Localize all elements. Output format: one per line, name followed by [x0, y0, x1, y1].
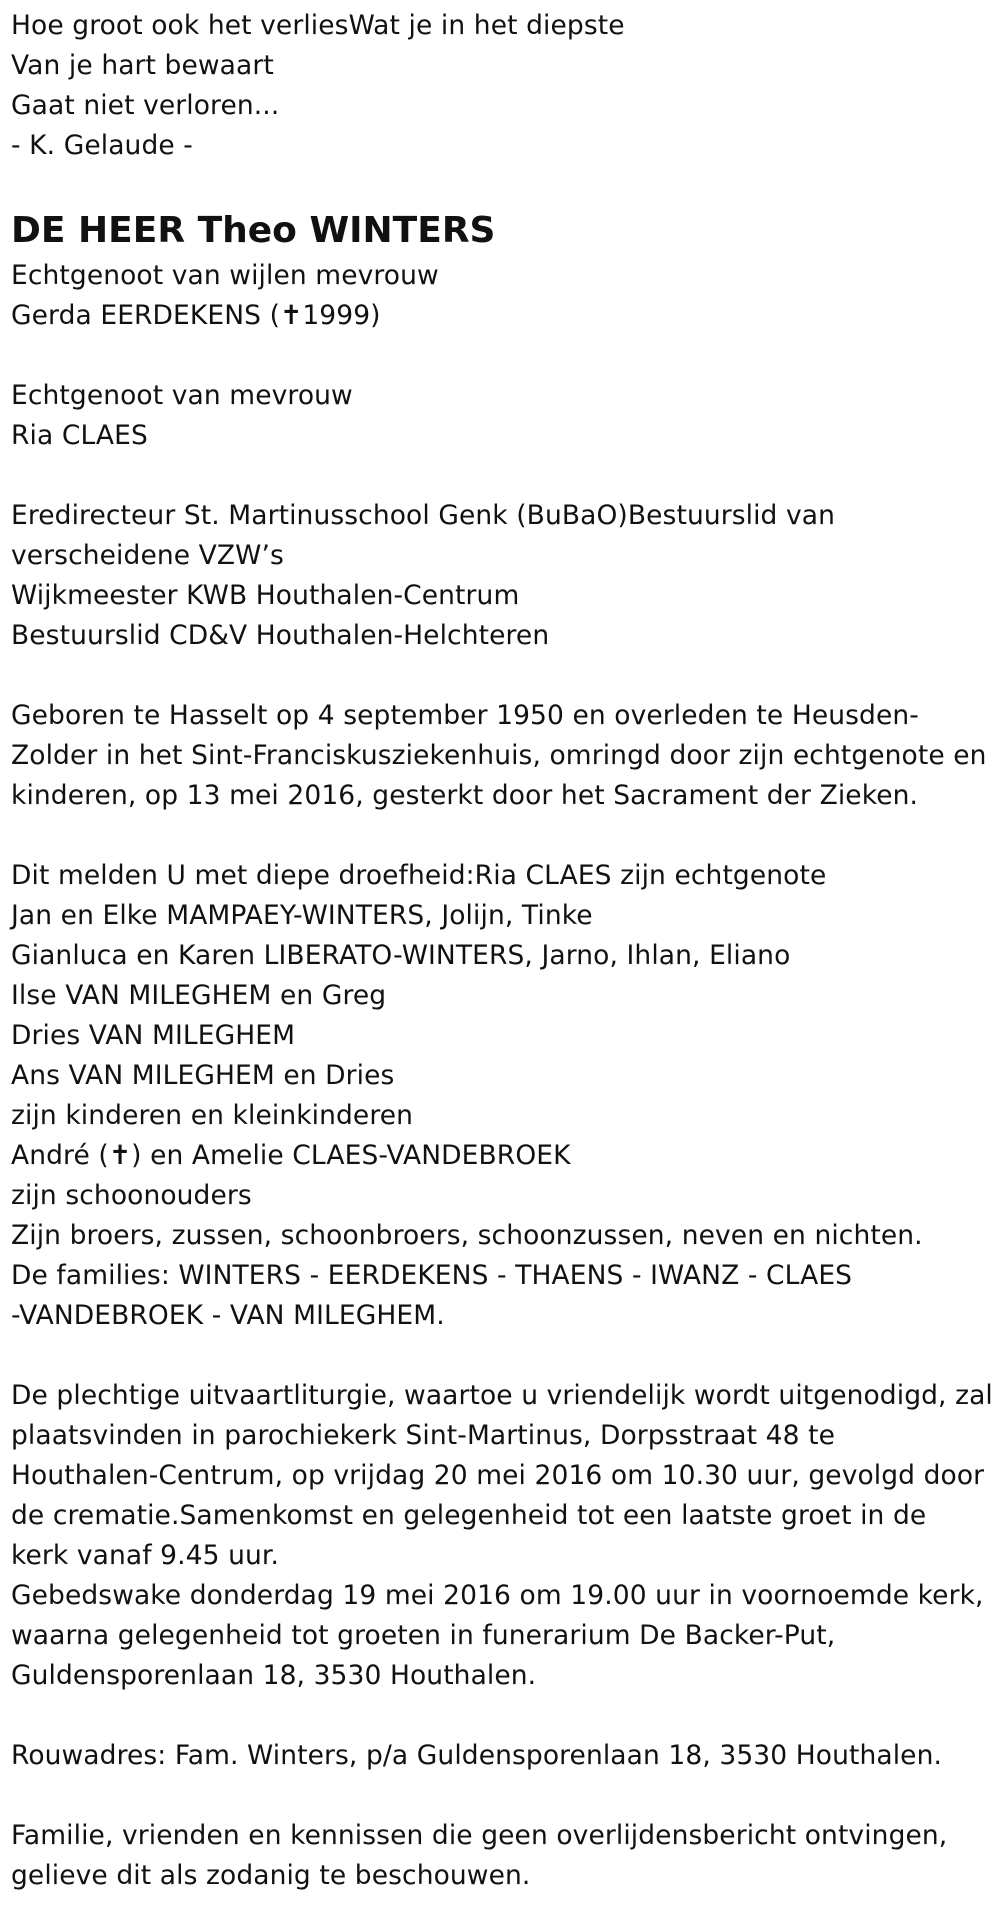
spouse-line: Echtgenoot van mevrouw [11, 380, 353, 411]
poem-line: Gaat niet verloren... [11, 90, 280, 121]
spacer [11, 456, 1000, 496]
family-line: -VANDEBROEK - VAN MILEGHEM. [11, 1300, 445, 1331]
closing-section [11, 1816, 1000, 1896]
funeral-line: kerk vanaf 9.45 uur. [11, 1540, 279, 1571]
birth-death-line: Zolder in het Sint-Franciskusziekenhuis, omringd door zijn echtgenote en [11, 740, 987, 771]
funeral-line: plaatsvinden in parochiekerk Sint-Martinus, Dorpsstraat 48 te [11, 1420, 836, 1451]
funeral-line: Guldensporenlaan 18, 3530 Houthalen. [11, 1660, 537, 1691]
family-line: zijn schoonouders [11, 1180, 252, 1211]
funeral-line: waarna gelegenheid tot groeten in funerarium De Backer-Put, [11, 1620, 836, 1651]
funeral-line: Gebedswake donderdag 19 mei 2016 om 19.00 uur in voornoemde kerk, [11, 1580, 984, 1611]
role-line: verscheidene VZW’s [11, 540, 284, 571]
birth-death-line: Geboren te Hasselt op 4 september 1950 en overleden te Heusden- [11, 700, 919, 731]
poem-line: Van je hart bewaart [11, 50, 274, 81]
funeral-line: de crematie.Samenkomst en gelegenheid tot een laatste groet in de [11, 1500, 927, 1531]
funeral-section [11, 1376, 1000, 1696]
poem [11, 6, 1000, 166]
role-line: Eredirecteur St. Martinusschool Genk (BuBaO)Bestuurslid van [11, 500, 836, 531]
family-line: Ilse VAN MILEGHEM en Greg [11, 980, 387, 1011]
closing-line: Familie, vrienden en kennissen die geen overlijdensbericht ontvingen, [11, 1820, 948, 1851]
closing-line: gelieve dit als zodanig te beschouwen. [11, 1860, 531, 1891]
spouse-section [11, 376, 1000, 456]
family-line: Zijn broers, zussen, schoonbroers, schoonzussen, neven en nichten. [11, 1220, 923, 1251]
spacer [11, 336, 1000, 376]
poem-line: Hoe groot ook het verliesWat je in het diepste [11, 10, 625, 41]
family-line: zijn kinderen en kleinkinderen [11, 1100, 414, 1131]
address-section [11, 1736, 1000, 1776]
role-line: Bestuurslid CD&V Houthalen-Helchteren [11, 620, 550, 651]
roles-section [11, 496, 1000, 656]
family-line: Jan en Elke MAMPAEY-WINTERS, Jolijn, Tinke [11, 900, 593, 931]
funeral-line: De plechtige uitvaartliturgie, waartoe u vriendelijk wordt uitgenodigd, zal [11, 1380, 993, 1411]
spouse-line: Ria CLAES [11, 420, 148, 451]
spouse-late-line: Gerda EERDEKENS (✝1999) [11, 300, 381, 331]
poem-author: - K. Gelaude - [11, 130, 193, 161]
role-line: Wijkmeester KWB Houthalen-Centrum [11, 580, 520, 611]
spacer [11, 656, 1000, 696]
family-line: Dit melden U met diepe droefheid:Ria CLAES zijn echtgenote [11, 860, 827, 891]
deceased-name-title: DE HEER Theo WINTERS [11, 210, 496, 251]
spouse-late-line: Echtgenoot van wijlen mevrouw [11, 260, 439, 291]
family-line: André (✝) en Amelie CLAES-VANDEBROEK [11, 1140, 571, 1171]
family-line: Dries VAN MILEGHEM [11, 1020, 296, 1051]
spacer [11, 1776, 1000, 1816]
family-section [11, 856, 1000, 1336]
spouse-late-section [11, 256, 1000, 336]
family-line: De families: WINTERS - EERDEKENS - THAENS - IWANZ - CLAES [11, 1260, 853, 1291]
family-line: Ans VAN MILEGHEM en Dries [11, 1060, 395, 1091]
birth-death-line: kinderen, op 13 mei 2016, gesterkt door het Sacrament der Zieken. [11, 780, 919, 811]
family-line: Gianluca en Karen LIBERATO-WINTERS, Jarno, Ihlan, Eliano [11, 940, 791, 971]
spacer [11, 1336, 1000, 1376]
spacer [11, 1696, 1000, 1736]
birth-death-section [11, 696, 1000, 816]
funeral-line: Houthalen-Centrum, op vrijdag 20 mei 2016 om 10.30 uur, gevolgd door [11, 1460, 985, 1491]
spacer [11, 816, 1000, 856]
mourning-address: Rouwadres: Fam. Winters, p/a Guldensporenlaan 18, 3530 Houthalen. [11, 1740, 942, 1771]
